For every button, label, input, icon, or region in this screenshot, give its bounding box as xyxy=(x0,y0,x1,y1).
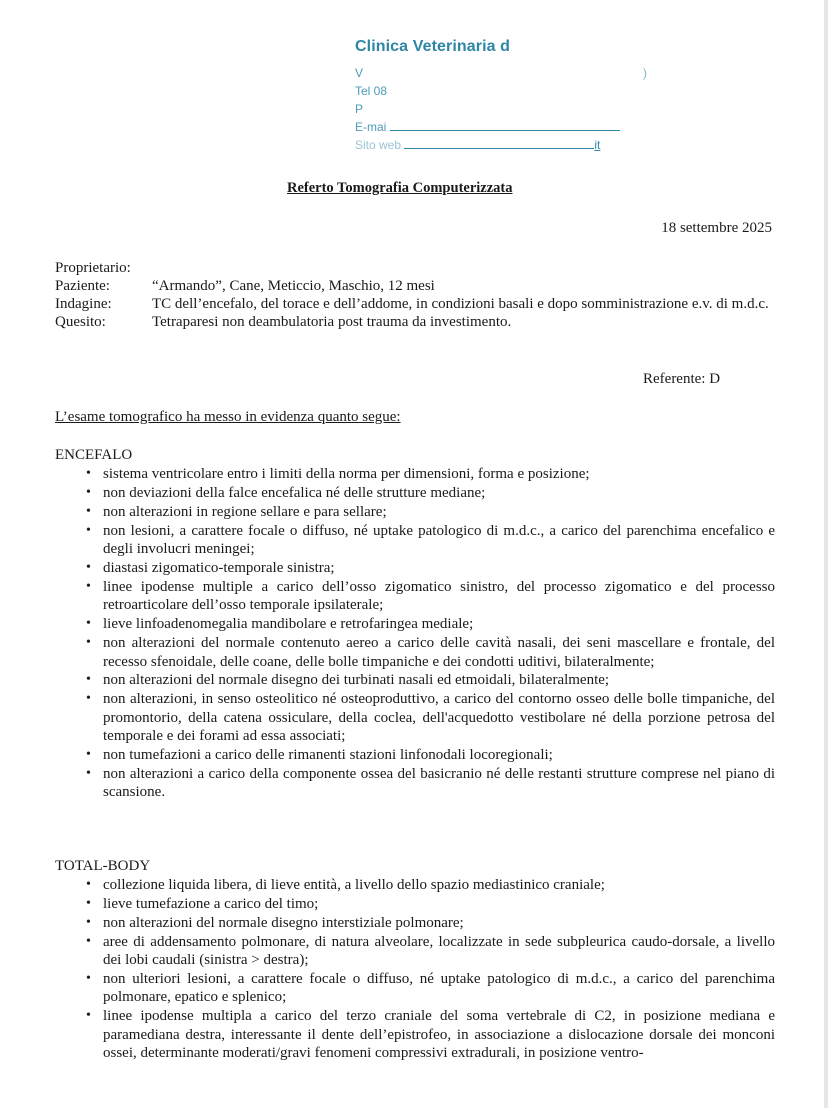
findings-list xyxy=(55,876,775,1063)
section-total-body xyxy=(55,857,775,1063)
bullet-icon: • xyxy=(86,466,91,481)
website-link[interactable] xyxy=(404,137,594,149)
letterhead xyxy=(355,38,675,154)
findings-intro: L’esame tomografico ha messo in evidenza quanto segue: xyxy=(55,409,401,425)
section-title: ENCEFALO xyxy=(55,447,133,463)
section-title: TOTAL-BODY xyxy=(55,858,151,874)
bullet-icon: • xyxy=(86,914,91,930)
bullet-icon: • xyxy=(86,971,91,987)
bullet-icon: • xyxy=(86,672,91,688)
list-item: • linee ipodense multiple a carico dell’osso zigomatico sinistro, del processo zigomatico e del processo retroarticolare dell’osso temporale ipsilaterale; xyxy=(86,578,775,614)
list-item: • non alterazioni del normale disegno dei turbinati nasali ed etmoidali, bilateralmente; xyxy=(86,672,610,689)
patient-row: Paziente: “Armando”, Cane, Meticcio, Maschio, 12 mesi xyxy=(55,277,780,295)
list-item: • non alterazioni, in senso osteolitico né osteoproduttivo, a carico del contorno osseo delle bolle timpaniche, del promontorio, della catena ossiculare, della coclea, dell'acquedotto vestibolare né della porzione petrosa del temporale e dei forami ad essa associati; xyxy=(86,691,775,745)
clinic-vat: P xyxy=(355,102,364,116)
list-item: • non tumefazioni a carico delle rimanenti stazioni linfonodali locoregionali; xyxy=(86,747,553,764)
list-item: • aree di addensamento polmonare, di natura alveolare, localizzate in sede subpleurica caudo-dorsale, a livello dei lobi caudali (sinistra > destra); xyxy=(86,933,775,969)
email-link[interactable] xyxy=(390,119,620,131)
list-item: • non alterazioni del normale contenuto aereo a carico delle cavità nasali, dei seni mascellare e frontale, del recesso sfenoidale, delle coane, delle bolle timpaniche e dei condotti uditivi, bilateralmente; xyxy=(86,635,775,670)
patient-value: “Armando”, Cane, Meticcio, Maschio, 12 mesi xyxy=(152,278,435,294)
clinic-address: V ) xyxy=(355,66,648,80)
bullet-icon: • xyxy=(86,560,91,576)
list-item: • sistema ventricolare entro i limiti della norma per dimensioni, forma e posizione; xyxy=(86,466,590,482)
exam-value: TC dell’encefalo, del torace e dell’addome, in condizioni basali e dopo somministrazione e.v. di m.d.c. xyxy=(152,296,769,312)
clinic-phone: Tel 08 xyxy=(355,84,388,98)
list-item: • diastasi zigomatico-temporale sinistra; xyxy=(86,560,335,577)
clinic-website: Sito web it xyxy=(355,138,601,152)
bullet-icon: • xyxy=(86,484,91,500)
page-edge xyxy=(824,0,828,1108)
bullet-icon: • xyxy=(86,747,91,763)
bullet-icon: • xyxy=(86,578,91,594)
bullet-icon: • xyxy=(86,1008,91,1024)
list-item: • linee ipodense multipla a carico del terzo craniale del soma vertebrale di C2, in posizione mediana e paramediana destra, interessante il dente dell’epistrofeo, in associazione a dislocazione dorsale dei monconi ossei, determinante moderati/gravi fenomeni compressivi extradurali, in posizione ventro- xyxy=(86,1008,775,1062)
bullet-icon: • xyxy=(86,766,91,781)
owner-value xyxy=(152,259,780,277)
section-encefalo xyxy=(55,446,775,802)
report-date: 18 settembre 2025 xyxy=(661,220,772,236)
list-item: • non alterazioni a carico della componente ossea del basicranio né delle restanti strutture comprese nel piano di scansione. xyxy=(86,766,775,801)
list-item: • lieve tumefazione a carico del timo; xyxy=(86,895,319,912)
findings-list xyxy=(55,465,775,802)
list-item: • non ulteriori lesioni, a carattere focale o diffuso, né uptake patologico di m.d.c., a carico del parenchima polmonare, epatico e splenico; xyxy=(86,971,775,1006)
list-item: • non deviazioni della falce encefalica né delle strutture mediane; xyxy=(86,484,486,501)
question-row: Quesito: Tetraparesi non deambulatoria post trauma da investimento. xyxy=(55,313,780,331)
bullet-icon: • xyxy=(86,522,91,538)
list-item: • non lesioni, a carattere focale o diffuso, né uptake patologico di m.d.c., a carico del parenchima encefalico e degli involucri meningei; xyxy=(86,522,775,558)
clinic-name: Clinica Veterinaria d xyxy=(355,38,511,55)
list-item: • lieve linfoadenomegalia mandibolare e retrofaringea mediale; xyxy=(86,616,474,633)
list-item: • collezione liquida libera, di lieve entità, a livello dello spazio mediastinico craniale; xyxy=(86,877,605,893)
list-item: • non alterazioni in regione sellare e para sellare; xyxy=(86,503,387,520)
owner-row: Proprietario: xyxy=(55,259,780,277)
exam-row: Indagine: TC dell’encefalo, del torace e dell’addome, in condizioni basali e dopo somministrazione e.v. di m.d.c. xyxy=(55,295,780,313)
bullet-icon: • xyxy=(86,691,91,707)
bullet-icon: • xyxy=(86,635,91,651)
bullet-icon: • xyxy=(86,616,91,632)
bullet-icon: • xyxy=(86,933,91,949)
question-value: Tetraparesi non deambulatoria post trauma da investimento. xyxy=(152,314,512,330)
bullet-icon: • xyxy=(86,503,91,519)
referring-vet: Referente: D xyxy=(643,371,721,387)
bullet-icon: • xyxy=(86,877,91,892)
clinic-email: E-mai xyxy=(355,118,675,136)
list-item: • non alterazioni del normale disegno interstiziale polmonare; xyxy=(86,914,464,931)
bullet-icon: • xyxy=(86,895,91,911)
report-title: Referto Tomografia Computerizzata xyxy=(287,180,513,196)
patient-info xyxy=(55,259,780,331)
